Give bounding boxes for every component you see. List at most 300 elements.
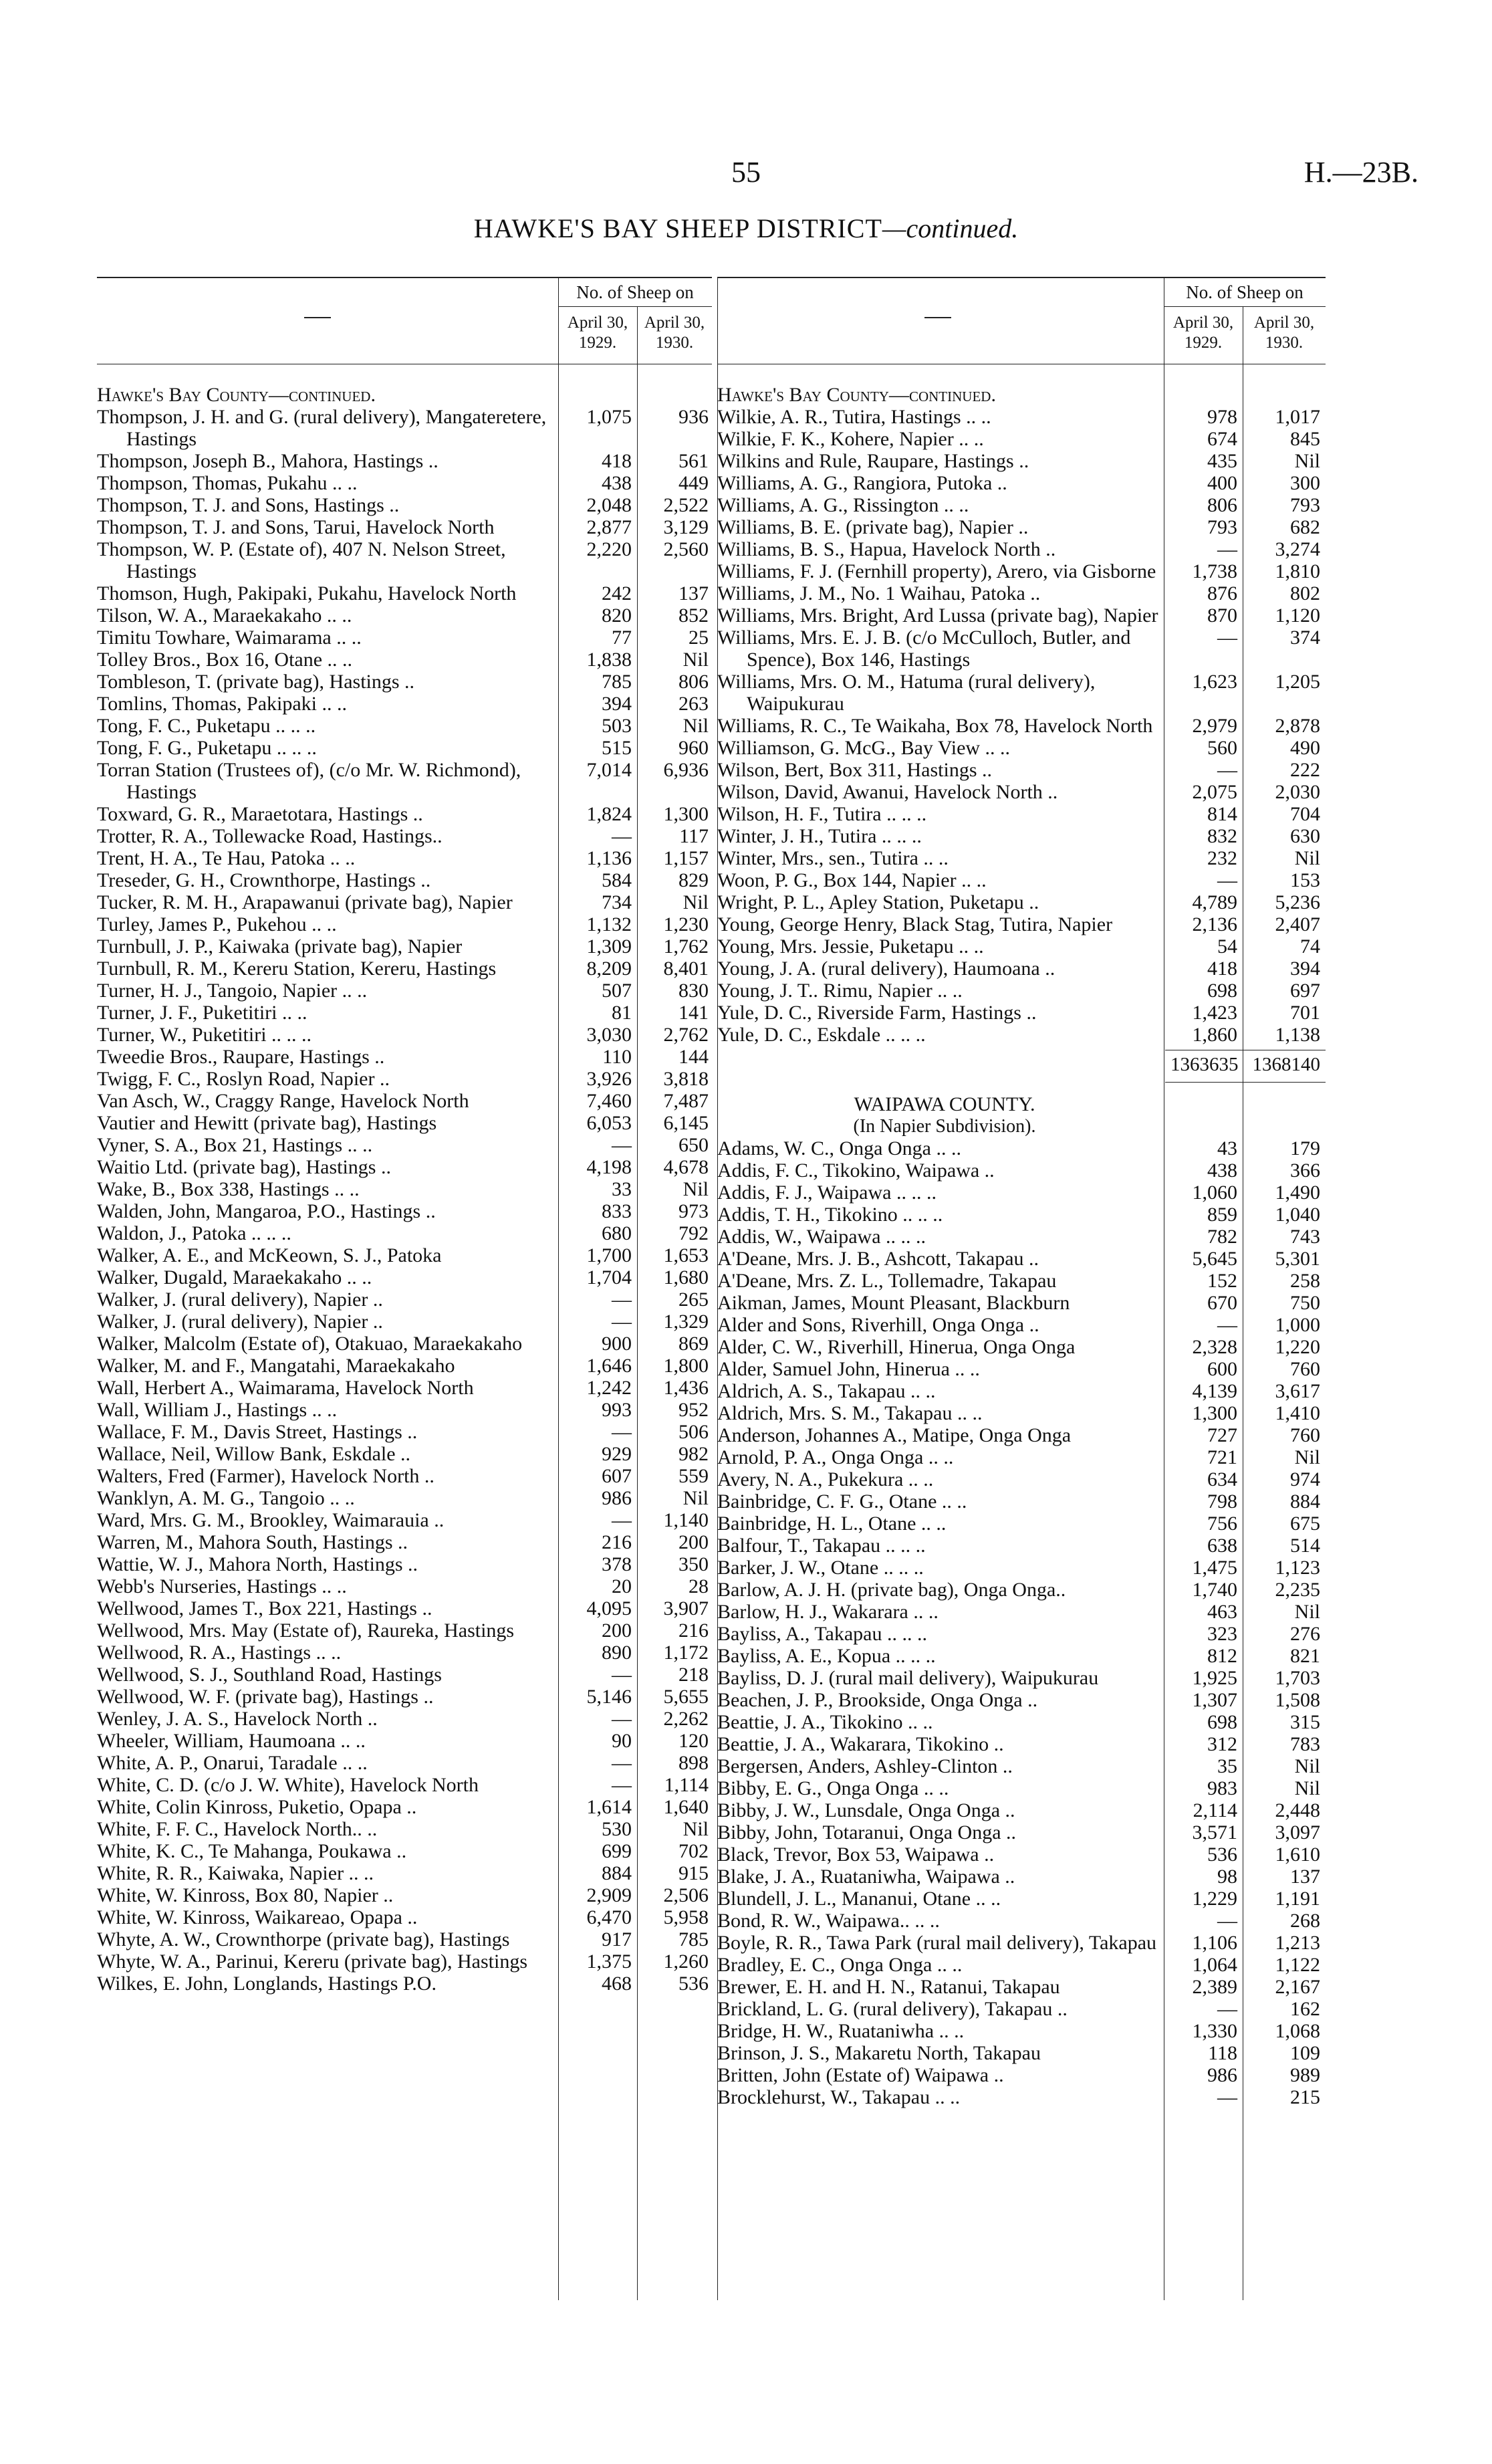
sheep-count-1929: 3,030 xyxy=(586,1024,632,1046)
table-row xyxy=(97,1884,712,1906)
table-row xyxy=(717,671,1326,715)
table-row xyxy=(717,1821,1326,1843)
sheep-count-1929: — xyxy=(612,1421,632,1443)
sheep-count-1929: 600 xyxy=(1207,1358,1237,1380)
holder-name: White, F. F. C., Havelock North.. .. xyxy=(97,1818,378,1840)
holder-name: Turley, James P., Pukehou .. .. xyxy=(97,913,337,935)
holder-name: Wake, B., Box 338, Hastings .. .. xyxy=(97,1178,360,1200)
holder-name: Alder, Samuel John, Hinerua .. .. xyxy=(717,1358,980,1380)
holder-name: Walker, Dugald, Maraekakaho .. .. xyxy=(97,1266,372,1289)
table-row xyxy=(717,1292,1326,1314)
holder-name: White, R. R., Kaiwaka, Napier .. .. xyxy=(97,1862,374,1884)
sheep-count-1929: 2,909 xyxy=(586,1884,632,1906)
table-row xyxy=(717,1601,1326,1623)
table-row xyxy=(97,825,712,847)
sheep-count-1929: 876 xyxy=(1207,582,1237,604)
sheep-count-1929: 900 xyxy=(602,1333,632,1355)
sheep-count-1929: 98 xyxy=(1217,1866,1237,1888)
header-col-1930-line2: 1930. xyxy=(655,334,694,352)
sheep-count-1930: 5,655 xyxy=(663,1686,709,1708)
holder-name: Tong, F. C., Puketapu .. .. .. xyxy=(97,715,316,737)
table-row xyxy=(717,1866,1326,1888)
sheep-count-1930: 1,205 xyxy=(1275,671,1320,693)
sheep-count-1930: 218 xyxy=(678,1664,709,1686)
sheep-count-1930: 1,138 xyxy=(1275,1024,1320,1046)
holder-name: Bradley, E. C., Onga Onga .. .. xyxy=(717,1954,963,1976)
table-row xyxy=(97,494,712,516)
sheep-count-1930: 3,818 xyxy=(663,1068,709,1090)
sheep-count-1929: — xyxy=(612,1134,632,1156)
table-row xyxy=(97,671,712,693)
sheep-count-1930: 650 xyxy=(678,1134,709,1156)
document-reference: H.—23B. xyxy=(1303,156,1418,189)
holder-name: Whyte, W. A., Parinui, Kereru (private bag), Hastings xyxy=(97,1950,528,1973)
sheep-count-1929: 1,106 xyxy=(1192,1932,1237,1954)
sheep-count-1929: 983 xyxy=(1207,1777,1237,1799)
table-row xyxy=(97,1465,712,1487)
sheep-count-1930: 153 xyxy=(1290,869,1320,891)
holder-name: Boyle, R. R., Tawa Park (rural mail delivery), Takapau xyxy=(717,1932,1157,1954)
table-row xyxy=(717,1932,1326,1954)
holder-name: Bibby, E. G., Onga Onga .. .. xyxy=(717,1777,949,1799)
sheep-count-1930: 25 xyxy=(689,627,709,649)
table-row xyxy=(97,1222,712,1244)
sheep-count-1930: Nil xyxy=(682,1487,709,1509)
holder-name: Tolley Bros., Box 16, Otane .. .. xyxy=(97,649,353,671)
sheep-count-1930: 1,610 xyxy=(1275,1843,1320,1866)
holder-name: Webb's Nurseries, Hastings .. .. xyxy=(97,1575,347,1597)
sheep-count-1929: 2,136 xyxy=(1192,913,1237,935)
table-row xyxy=(97,935,712,958)
sheep-count-1929: 1,738 xyxy=(1192,560,1237,582)
table-row xyxy=(97,472,712,494)
sheep-count-1929: 782 xyxy=(1207,1226,1237,1248)
sheep-count-1930: 276 xyxy=(1290,1623,1320,1645)
sheep-count-1930: 1,329 xyxy=(663,1311,709,1333)
sheep-count-1930: 1,140 xyxy=(663,1509,709,1531)
holder-name: Tilson, W. A., Maraekakaho .. .. xyxy=(97,604,352,627)
table-row xyxy=(97,715,712,737)
holder-name: White, A. P., Onarui, Taradale .. .. xyxy=(97,1752,368,1774)
sheep-count-1930: 974 xyxy=(1290,1468,1320,1490)
holder-name: Trent, H. A., Te Hau, Patoka .. .. xyxy=(97,847,356,869)
holder-name: Wilson, H. F., Tutira .. .. .. xyxy=(717,803,927,825)
table-row xyxy=(717,1645,1326,1667)
holder-name: Brickland, L. G. (rural delivery), Takapau .. xyxy=(717,1998,1068,2020)
holder-name: Young, George Henry, Black Stag, Tutira, Napier xyxy=(717,913,1113,935)
table-row xyxy=(717,1910,1326,1932)
header-dash xyxy=(304,317,331,318)
header-col-1929 xyxy=(558,313,637,353)
table-row xyxy=(97,1112,712,1134)
sheep-count-1930: 960 xyxy=(678,737,709,759)
header-col-1930-line1: April 30, xyxy=(644,314,705,332)
sheep-count-1930: 2,560 xyxy=(663,538,709,560)
sheep-count-1930: 6,145 xyxy=(663,1112,709,1134)
sheep-count-1930: 1,762 xyxy=(663,935,709,958)
holder-name: Wattie, W. J., Mahora North, Hastings .. xyxy=(97,1553,418,1575)
sheep-count-1930: 1,508 xyxy=(1275,1689,1320,1711)
header-col-1930 xyxy=(637,313,712,353)
table-row xyxy=(97,1619,712,1642)
holder-name: Bayliss, A., Takapau .. .. .. xyxy=(717,1623,927,1645)
sheep-count-1930: Nil xyxy=(1294,1777,1320,1799)
holder-name: Aldrich, A. S., Takapau .. .. xyxy=(717,1380,936,1402)
sheep-count-1930: 5,958 xyxy=(663,1906,709,1928)
sheep-count-1930: 1,800 xyxy=(663,1355,709,1377)
sheep-count-1929: 698 xyxy=(1207,1711,1237,1733)
sheep-count-1929: 2,048 xyxy=(586,494,632,516)
holder-name: Blake, J. A., Ruataniwha, Waipawa .. xyxy=(717,1866,1015,1888)
holder-name: Anderson, Johannes A., Matipe, Onga Onga xyxy=(717,1424,1072,1446)
sheep-count-1929: 1,925 xyxy=(1192,1667,1237,1689)
sheep-count-1930: 830 xyxy=(678,980,709,1002)
table-row xyxy=(717,1976,1326,1998)
holder-name: Walker, Malcolm (Estate of), Otakuao, Maraekakaho xyxy=(97,1333,523,1355)
sheep-count-1929: 4,198 xyxy=(586,1156,632,1178)
sheep-count-1929: 670 xyxy=(1207,1292,1237,1314)
table-row xyxy=(97,1443,712,1465)
table-row xyxy=(717,1689,1326,1711)
sheep-count-1929: 1,704 xyxy=(586,1266,632,1289)
sheep-count-1930: 315 xyxy=(1290,1711,1320,1733)
table-row xyxy=(97,1862,712,1884)
sheep-count-1930: 802 xyxy=(1290,582,1320,604)
sheep-count-1929: 1,375 xyxy=(586,1950,632,1973)
sheep-count-1930: 366 xyxy=(1290,1159,1320,1182)
sheep-count-1929: 312 xyxy=(1207,1733,1237,1755)
sheep-count-1929: 54 xyxy=(1217,935,1237,958)
sheep-count-1930: 74 xyxy=(1300,935,1320,958)
table-row xyxy=(97,1178,712,1200)
table-row xyxy=(717,1579,1326,1601)
sheep-count-1930: 263 xyxy=(678,693,709,715)
sheep-count-1929: 33 xyxy=(612,1178,632,1200)
holder-name: Beattie, J. A., Tikokino .. .. xyxy=(717,1711,933,1733)
table-row xyxy=(717,1336,1326,1358)
sheep-count-1929: 1,423 xyxy=(1192,1002,1237,1024)
holder-name: Timitu Towhare, Waimarama .. .. xyxy=(97,627,362,649)
total-1930: 1368140 xyxy=(1252,1054,1320,1075)
county-subheading: (In Napier Subdivision). xyxy=(853,1116,1036,1137)
sheep-count-1930: 5,301 xyxy=(1275,1248,1320,1270)
sheep-count-1930: 1,703 xyxy=(1275,1667,1320,1689)
table-row xyxy=(717,1226,1326,1248)
sheep-count-1930: 852 xyxy=(678,604,709,627)
table-row xyxy=(717,538,1326,560)
sheep-count-1929: 806 xyxy=(1207,494,1237,516)
sheep-count-1930: 1,260 xyxy=(663,1950,709,1973)
holder-name: Balfour, T., Takapau .. .. .. xyxy=(717,1535,926,1557)
sheep-count-1930: 3,129 xyxy=(663,516,709,538)
table-row xyxy=(717,1535,1326,1557)
sheep-count-1929: 1,229 xyxy=(1192,1888,1237,1910)
holder-name: Brinson, J. S., Makaretu North, Takapau xyxy=(717,2042,1041,2064)
table-row xyxy=(97,627,712,649)
table-row xyxy=(97,1774,712,1796)
sheep-count-1929: 890 xyxy=(602,1642,632,1664)
table-row xyxy=(97,582,712,604)
holder-name: Alder and Sons, Riverhill, Onga Onga .. xyxy=(717,1314,1039,1336)
sheep-count-1930: 630 xyxy=(1290,825,1320,847)
holder-name: Wall, William J., Hastings .. .. xyxy=(97,1399,338,1421)
sheep-count-1930: 179 xyxy=(1290,1137,1320,1159)
table-row xyxy=(97,406,712,450)
sheep-count-1930: 137 xyxy=(678,582,709,604)
holder-name: Alder, C. W., Riverhill, Hinerua, Onga Onga xyxy=(717,1336,1076,1358)
table-row xyxy=(97,1973,712,1995)
holder-name: Williams, R. C., Te Waikaha, Box 78, Havelock North xyxy=(717,715,1153,737)
table-row xyxy=(717,1843,1326,1866)
table-row xyxy=(717,869,1326,891)
sheep-count-1930: 1,680 xyxy=(663,1266,709,1289)
holder-name: Bibby, J. W., Lunsdale, Onga Onga .. xyxy=(717,1799,1015,1821)
table-row xyxy=(717,450,1326,472)
sheep-count-1929: — xyxy=(1217,1998,1237,2020)
holder-name: Turnbull, J. P., Kaiwaka (private bag), Napier xyxy=(97,935,463,958)
holder-name: Turner, W., Puketitiri .. .. .. xyxy=(97,1024,312,1046)
sheep-count-1929: 43 xyxy=(1217,1137,1237,1159)
holder-name: Wilkie, A. R., Tutira, Hastings .. .. xyxy=(717,406,991,428)
holder-name: Bergersen, Anders, Ashley-Clinton .. xyxy=(717,1755,1013,1777)
sheep-count-1930: 989 xyxy=(1290,2064,1320,2086)
table-row xyxy=(717,891,1326,913)
header-no-of-sheep: No. of Sheep on xyxy=(1186,282,1303,302)
holder-name: Wilkins and Rule, Raupare, Hastings .. xyxy=(717,450,1029,472)
sheep-count-1930: 982 xyxy=(678,1443,709,1465)
sheep-count-1929: — xyxy=(612,1708,632,1730)
holder-name: Wall, Herbert A., Waimarama, Havelock North xyxy=(97,1377,474,1399)
table-row xyxy=(717,1270,1326,1292)
sheep-count-1930: 783 xyxy=(1290,1733,1320,1755)
table-row xyxy=(97,1421,712,1443)
table-row xyxy=(717,2042,1326,2064)
holder-name: Waldon, J., Patoka .. .. .. xyxy=(97,1222,291,1244)
sheep-count-1930: 1,213 xyxy=(1275,1932,1320,1954)
table-row xyxy=(717,1557,1326,1579)
sheep-count-1930: 117 xyxy=(679,825,709,847)
sheep-count-1930: 7,487 xyxy=(663,1090,709,1112)
sheep-count-1929: 2,220 xyxy=(586,538,632,560)
holder-name: Williams, B. S., Hapua, Havelock North .. xyxy=(717,538,1056,560)
table-row xyxy=(97,1266,712,1289)
holder-name: A'Deane, Mrs. J. B., Ashcott, Takapau .. xyxy=(717,1248,1039,1270)
sheep-count-1929: 530 xyxy=(602,1818,632,1840)
holder-name: Wheeler, William, Haumoana .. .. xyxy=(97,1730,366,1752)
holder-name: Walters, Fred (Farmer), Havelock North .. xyxy=(97,1465,434,1487)
sheep-count-1929: 674 xyxy=(1207,428,1237,450)
holder-name: White, C. D. (c/o J. W. White), Havelock North xyxy=(97,1774,479,1796)
sheep-count-1930: 785 xyxy=(678,1928,709,1950)
sheep-count-1930: 1,810 xyxy=(1275,560,1320,582)
table-row xyxy=(717,1446,1326,1468)
holder-name: Van Asch, W., Craggy Range, Havelock North xyxy=(97,1090,469,1112)
table-row xyxy=(97,693,712,715)
sheep-count-1930: 821 xyxy=(1290,1645,1320,1667)
table-row xyxy=(717,913,1326,935)
table-row xyxy=(97,1531,712,1553)
table-row xyxy=(717,1954,1326,1976)
table-row xyxy=(717,935,1326,958)
sheep-count-1930: 1,120 xyxy=(1275,604,1320,627)
table-row xyxy=(97,1796,712,1818)
county-heading-waipawa: WAIPAWA COUNTY. xyxy=(854,1093,1035,1115)
holder-name: Young, J. A. (rural delivery), Haumoana .. xyxy=(717,958,1055,980)
table-row xyxy=(97,1840,712,1862)
table-row xyxy=(717,1159,1326,1182)
table-row xyxy=(717,1314,1326,1336)
table-row xyxy=(97,1244,712,1266)
sheep-count-1929: 2,114 xyxy=(1193,1799,1237,1821)
table-row xyxy=(97,1553,712,1575)
holder-name: Williams, Mrs. O. M., Hatuma (rural delivery), Waipukurau xyxy=(717,671,1096,715)
county-total-row xyxy=(717,1054,1326,1076)
table-row xyxy=(97,1200,712,1222)
sheep-count-1929: 1,307 xyxy=(1192,1689,1237,1711)
holder-name: Tweedie Bros., Raupare, Hastings .. xyxy=(97,1046,385,1068)
holder-name: Yule, D. C., Eskdale .. .. .. xyxy=(717,1024,926,1046)
sheep-count-1929: 418 xyxy=(602,450,632,472)
sheep-count-1930: 1,123 xyxy=(1275,1557,1320,1579)
holder-name: White, W. Kinross, Box 80, Napier .. xyxy=(97,1884,394,1906)
sheep-count-1929: 435 xyxy=(1207,450,1237,472)
holder-name: Black, Trevor, Box 53, Waipawa .. xyxy=(717,1843,995,1866)
table-row xyxy=(717,1667,1326,1689)
sheep-count-1930: 2,407 xyxy=(1275,913,1320,935)
sheep-count-1929: 1,838 xyxy=(586,649,632,671)
table-row xyxy=(97,1906,712,1928)
holder-name: Williams, Mrs. E. J. B. (c/o McCulloch, Butler, and Spence), Box 146, Hastings xyxy=(717,627,1131,671)
sheep-count-1930: 3,617 xyxy=(1275,1380,1320,1402)
sheep-count-1930: 3,097 xyxy=(1275,1821,1320,1843)
table-row xyxy=(97,1487,712,1509)
sheep-count-1929: 1,330 xyxy=(1192,2020,1237,2042)
holder-name: Barlow, H. J., Wakarara .. .. xyxy=(717,1601,939,1623)
holder-name: Bibby, John, Totaranui, Onga Onga .. xyxy=(717,1821,1017,1843)
table-row xyxy=(97,1289,712,1311)
sheep-count-1929: 2,979 xyxy=(1192,715,1237,737)
holder-name: Bayliss, D. J. (rural mail delivery), Waipukurau xyxy=(717,1667,1099,1689)
table-row xyxy=(717,560,1326,582)
sheep-count-1929: — xyxy=(612,1752,632,1774)
sheep-count-1930: Nil xyxy=(1294,847,1320,869)
sheep-count-1929: 785 xyxy=(602,671,632,693)
table-row xyxy=(97,649,712,671)
holder-name: Williams, J. M., No. 1 Waihau, Patoka .. xyxy=(717,582,1041,604)
sheep-count-1929: 1,132 xyxy=(586,913,632,935)
sheep-count-1930: 869 xyxy=(678,1333,709,1355)
sheep-count-1930: 506 xyxy=(678,1421,709,1443)
sheep-count-1929: 884 xyxy=(602,1862,632,1884)
sheep-count-1930: 28 xyxy=(689,1575,709,1597)
sheep-count-1929: 242 xyxy=(602,582,632,604)
sheep-count-1929: 814 xyxy=(1207,803,1237,825)
sheep-count-1930: 137 xyxy=(1290,1866,1320,1888)
header-col-1930-line2: 1930. xyxy=(1265,334,1303,352)
sheep-count-1929: 1,475 xyxy=(1192,1557,1237,1579)
sheep-count-1929: 536 xyxy=(1207,1843,1237,1866)
sheep-count-1930: 1,220 xyxy=(1275,1336,1320,1358)
sheep-count-1929: 378 xyxy=(602,1553,632,1575)
holder-name: Winter, Mrs., sen., Tutira .. .. xyxy=(717,847,949,869)
sheep-count-1930: 258 xyxy=(1290,1270,1320,1292)
header-col-1929-line1: April 30, xyxy=(567,314,628,332)
table-row xyxy=(717,1402,1326,1424)
sheep-count-1930: 6,936 xyxy=(663,759,709,781)
sheep-count-1929: 438 xyxy=(602,472,632,494)
sheep-count-1930: 760 xyxy=(1290,1424,1320,1446)
holder-name: Thompson, Joseph B., Mahora, Hastings .. xyxy=(97,450,439,472)
table-row xyxy=(97,1046,712,1068)
sheep-count-1930: Nil xyxy=(1294,450,1320,472)
sheep-count-1929: — xyxy=(612,825,632,847)
sheep-count-1929: 1,740 xyxy=(1192,1579,1237,1601)
sheep-count-1929: 680 xyxy=(602,1222,632,1244)
holder-name: Wright, P. L., Apley Station, Puketapu .. xyxy=(717,891,1039,913)
sheep-count-1930: 1,000 xyxy=(1275,1314,1320,1336)
sheep-count-1930: 704 xyxy=(1290,803,1320,825)
sheep-count-1929: 986 xyxy=(602,1487,632,1509)
sheep-count-1929: 77 xyxy=(612,627,632,649)
holder-name: Barlow, A. J. H. (private bag), Onga Onga.. xyxy=(717,1579,1066,1601)
holder-name: Turner, J. F., Puketitiri .. .. xyxy=(97,1002,307,1024)
sheep-count-1929: 1,242 xyxy=(586,1377,632,1399)
table-row xyxy=(97,1333,712,1355)
table-row xyxy=(717,428,1326,450)
holder-name: Wenley, J. A. S., Havelock North .. xyxy=(97,1708,378,1730)
sheep-count-1929: 820 xyxy=(602,604,632,627)
holder-name: Turner, H. J., Tangoio, Napier .. .. xyxy=(97,980,368,1002)
table-row xyxy=(97,1708,712,1730)
sheep-count-1930: 1,040 xyxy=(1275,1204,1320,1226)
page-title-main: HAWKE'S BAY SHEEP DISTRICT xyxy=(473,213,882,243)
table-row xyxy=(717,825,1326,847)
table-row xyxy=(97,1509,712,1531)
sheep-count-1930: 793 xyxy=(1290,494,1320,516)
sheep-count-1930: 5,236 xyxy=(1275,891,1320,913)
table-row xyxy=(717,1248,1326,1270)
header-sub-rule xyxy=(558,306,712,307)
table-row xyxy=(717,1733,1326,1755)
holder-name: Thompson, Thomas, Pukahu .. .. xyxy=(97,472,358,494)
sheep-count-1929: 833 xyxy=(602,1200,632,1222)
sheep-count-1930: 2,030 xyxy=(1275,781,1320,803)
sheep-count-1929: 7,460 xyxy=(586,1090,632,1112)
sheep-count-1929: 468 xyxy=(602,1973,632,1995)
sheep-count-1930: 200 xyxy=(678,1531,709,1553)
sheep-count-1929: 6,053 xyxy=(586,1112,632,1134)
holder-name: Tong, F. G., Puketapu .. .. .. xyxy=(97,737,317,759)
table-row xyxy=(97,538,712,582)
holder-name: Blundell, J. L., Mananui, Otane .. .. xyxy=(717,1888,1001,1910)
sheep-count-1930: 1,157 xyxy=(663,847,709,869)
sheep-count-1930: 936 xyxy=(678,406,709,428)
sheep-count-1929: — xyxy=(1217,1910,1237,1932)
sheep-count-1929: 6,470 xyxy=(586,1906,632,1928)
sheep-count-1930: 675 xyxy=(1290,1513,1320,1535)
table-row xyxy=(717,715,1326,737)
sheep-count-1930: 1,640 xyxy=(663,1796,709,1818)
table-row xyxy=(717,494,1326,516)
table-row xyxy=(717,1513,1326,1535)
sheep-count-1929: 986 xyxy=(1207,2064,1237,2086)
sheep-count-1929: 1,623 xyxy=(1192,671,1237,693)
holder-name: Thompson, T. J. and Sons, Tarui, Havelock North xyxy=(97,516,495,538)
table-row xyxy=(717,1424,1326,1446)
sheep-count-1929: 727 xyxy=(1207,1424,1237,1446)
sheep-count-1929: 5,645 xyxy=(1192,1248,1237,1270)
sheep-count-1929: 118 xyxy=(1208,2042,1237,2064)
